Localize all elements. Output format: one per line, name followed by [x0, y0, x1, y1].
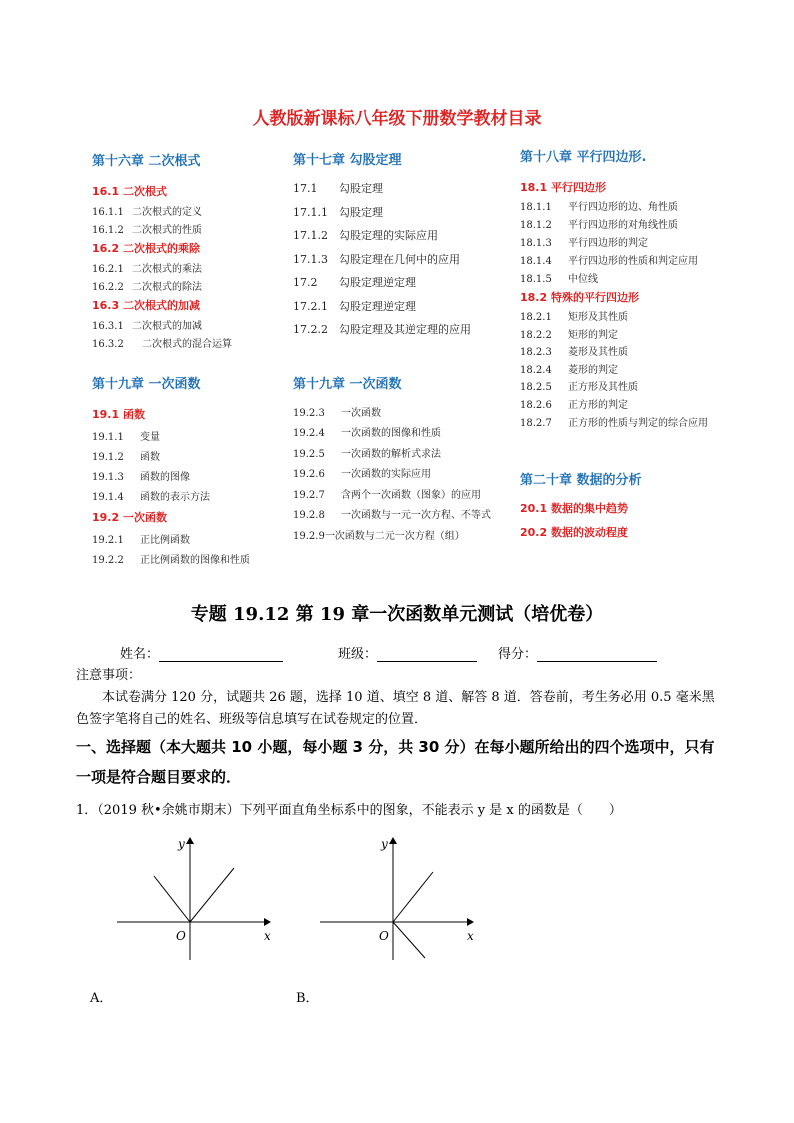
toc-item: 18.2.5 正方形及其性质: [520, 382, 638, 394]
toc-item: 18.2.2 矩形的判定: [520, 329, 618, 341]
name-field: [120, 643, 283, 662]
option-b-label: B．: [296, 991, 319, 1006]
graph-b: [315, 832, 485, 962]
section-16-3: 16.3 二次根式的加减: [92, 299, 200, 312]
section-16-1: 16.1 二次根式: [92, 185, 167, 198]
option-a-label: A．: [90, 991, 113, 1006]
graph-line: [154, 876, 190, 922]
graph-line: [190, 868, 234, 922]
section-19-2: 19.2 一次函数: [92, 511, 167, 524]
toc-item: 19.2.1 正比例函数: [92, 535, 190, 546]
score-field: [498, 643, 657, 662]
class-field: [338, 643, 477, 662]
toc-column-3: [520, 146, 708, 540]
toc-item: 16.3.2 二次根式的混合运算: [92, 339, 232, 350]
name-blank[interactable]: [159, 647, 283, 662]
toc-item: 19.2.6 一次函数的实际应用: [293, 469, 431, 480]
section-20-1: 20.1 数据的集中趋势: [520, 502, 628, 516]
chapter-18-title: 第十八章 平行四边形.: [520, 150, 647, 165]
toc-item: 18.2.1 矩形及其性质: [520, 312, 628, 323]
section-16-2: 16.2 二次根式的乘除: [92, 242, 200, 255]
toc-item: 16.2.1 二次根式的乘法: [92, 264, 202, 275]
toc-item: 19.1.2 函数: [92, 452, 160, 463]
notice-label: 注意事项：: [76, 668, 142, 683]
graph-a: [112, 832, 282, 962]
test-title: 专题 19.12 第 19 章一次函数单元测试（培优卷）: [190, 604, 604, 625]
toc-item: 19.2.8 一次函数与一元一次方程、不等式: [293, 510, 491, 521]
toc-item: 19.1.1 变量: [92, 432, 160, 443]
name-label: 姓名：: [120, 647, 160, 662]
chapter-19-title: 第十九章 一次函数: [92, 377, 201, 392]
toc-item: 18.1.4 平行四边形的性质和判定应用: [520, 256, 698, 267]
toc-item: 16.1.2 二次根式的性质: [92, 225, 202, 236]
toc-column-2: [293, 149, 491, 547]
toc-item: 18.2.6 正方形的判定: [520, 399, 628, 411]
chapter-16-title: 第十六章 二次根式: [92, 154, 201, 169]
score-blank[interactable]: [537, 647, 657, 662]
toc-item: 18.1.5 中位线: [520, 274, 598, 285]
section-18-1: 18.1 平行四边形: [520, 181, 606, 194]
section-18-2: 18.2 特殊的平行四边形: [520, 291, 639, 304]
toc-item: 17.2.1 勾股定理逆定理: [293, 299, 416, 313]
toc-item: 17.1.1 勾股定理: [293, 205, 383, 219]
toc-item: 19.2.3 一次函数: [293, 407, 381, 419]
toc-item: 19.1.3 函数的图像: [92, 472, 190, 483]
y-label: y: [381, 837, 388, 851]
page-title: 人教版新课标八年级下册数学教材目录: [252, 109, 542, 129]
score-label: 得分：: [498, 647, 538, 662]
y-label: y: [178, 837, 185, 851]
toc-item: 17.1.3 勾股定理在几何中的应用: [293, 252, 460, 266]
toc-item: 17.2 勾股定理逆定理: [293, 276, 416, 289]
toc-item: 19.2.9一次函数与二元一次方程（组）: [293, 530, 465, 542]
toc-item: 19.1.4 函数的表示方法: [92, 492, 210, 503]
toc-item: 17.2.2 勾股定理及其逆定理的应用: [293, 323, 471, 336]
x-label: x: [467, 929, 474, 943]
origin-label: O: [379, 929, 389, 943]
toc-item: 19.2.7 含两个一次函数（图象）的应用: [293, 489, 481, 501]
toc-item: 18.2.4 菱形的判定: [520, 364, 618, 376]
chapter-17-title: 第十七章 勾股定理: [293, 153, 402, 168]
toc-item: 19.2.2 正比例函数的图像和性质: [92, 555, 250, 566]
toc-item: 17.1 勾股定理: [293, 182, 383, 195]
class-label: 班级：: [338, 647, 378, 662]
section-19-1: 19.1 函数: [92, 408, 145, 421]
toc-item: 16.2.2 二次根式的除法: [92, 282, 202, 293]
graph-line: [393, 872, 433, 922]
notice-text: 本试卷满分 120 分，试题共 26 题，选择 10 道、填空 8 道、解答 8 道．答卷前，考生务必用 0.5 毫米黑色签字笔将自己的姓名、班级等信息填写在试卷规定的位置．: [76, 690, 715, 727]
toc-item: 18.1.3 平行四边形的判定: [520, 238, 648, 249]
x-label: x: [264, 929, 271, 943]
toc-item: 16.3.1 二次根式的加减: [92, 321, 202, 332]
toc-item: 18.1.2 平行四边形的对角线性质: [520, 220, 678, 231]
toc-item: 19.2.5 一次函数的解析式求法: [293, 448, 441, 460]
toc-item: 19.2.4 一次函数的图像和性质: [293, 428, 441, 439]
origin-label: O: [176, 929, 186, 943]
class-blank[interactable]: [377, 647, 477, 662]
question-1: 1．（2019 秋•余姚市期末）下列平面直角坐标系中的图象，不能表示 y 是 x 的函数是（ ）: [76, 803, 622, 818]
graph-line: [393, 922, 425, 958]
toc-item: 17.1.2 勾股定理的实际应用: [293, 229, 438, 242]
chapter-19-title-2: 第十九章 一次函数: [293, 376, 402, 392]
toc-item: 18.1.1 平行四边形的边、角性质: [520, 202, 678, 213]
section-20-2: 20.2 数据的波动程度: [520, 526, 628, 540]
toc-item: 16.1.1 二次根式的定义: [92, 207, 202, 218]
section-1-title: 一、选择题（本大题共 10 小题，每小题 3 分，共 30 分）在每小题所给出的四个选项中，只有一项是符合题目要求的．: [76, 738, 715, 786]
toc-column-1: [92, 150, 250, 571]
toc-item: 18.2.3 菱形及其性质: [520, 347, 628, 359]
chapter-20-title: 第二十章 数据的分析: [520, 473, 642, 489]
toc-item: 18.2.7 正方形的性质与判定的综合应用: [520, 417, 708, 429]
